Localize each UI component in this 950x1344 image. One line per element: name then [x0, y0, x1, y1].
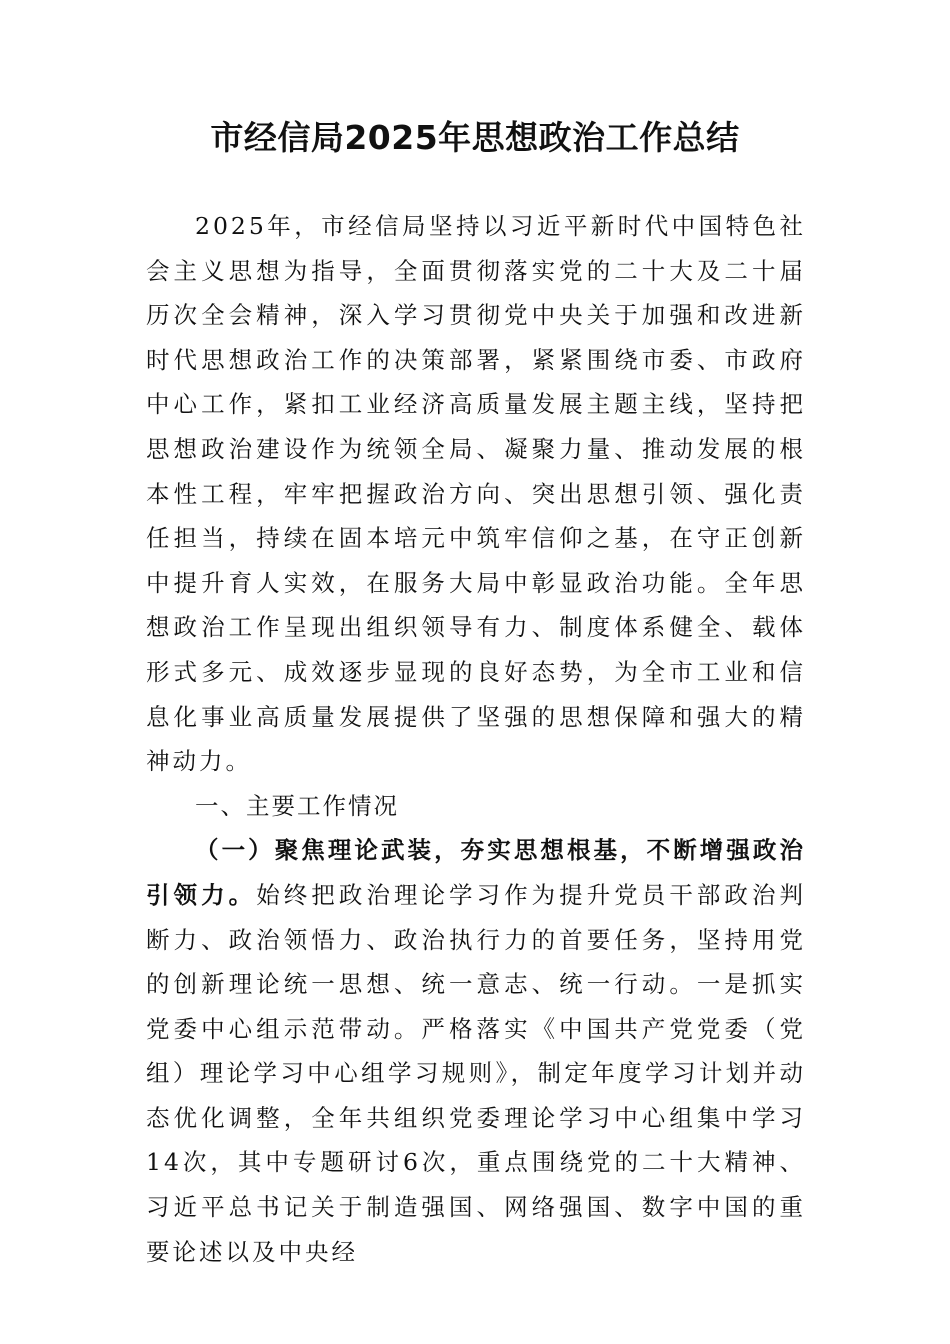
- document-title: 市经信局2025年思想政治工作总结: [210, 118, 740, 157]
- document-body: [146, 204, 806, 1274]
- subsection-heading-theory: （一）聚焦理论武装，夯实思想根基，不断增强政治引领力。: [146, 836, 806, 909]
- subsection-paragraph-theory: [146, 828, 806, 1274]
- section-heading-main-work: 一、主要工作情况: [195, 791, 399, 820]
- intro-paragraph: 2025年，市经信局坚持以习近平新时代中国特色社会主义思想为指导，全面贯彻落实党的二十大及二十届历次全会精神，深入学习贯彻党中央关于加强和改进新时代思想政治工作的决策部署，紧紧围绕市委、市政府中心工作，紧扣工业经济高质量发展主题主线，坚持把思想政治建设作为统领全局、凝聚力量、推动发展的根本性工程，牢牢把握政治方向、突出思想引领、强化责任担当，持续在固本培元中筑牢信仰之基，在守正创新中提升育人实效，在服务大局中彰显政治功能。全年思想政治工作呈现出组织领导有力、制度体系健全、载体形式多元、成效逐步显现的良好态势，为全市工业和信息化事业高质量发展提供了坚强的思想保障和强大的精神动力。: [146, 212, 806, 776]
- subsection-body-theory: 始终把政治理论学习作为提升党员干部政治判断力、政治领悟力、政治执行力的首要任务，坚持用党的创新理论统一思想、统一意志、统一行动。一是抓实党委中心组示范带动。严格落实《中国共产党党委（党组）理论学习中心组学习规则》，制定年度学习计划并动态优化调整，全年共组织党委理论学习中心组集中学习14次，其中专题研讨6次，重点围绕党的二十大精神、习近平总书记关于制造强国、网络强国、数字中国的重要论述以及中央经: [146, 880, 807, 1266]
